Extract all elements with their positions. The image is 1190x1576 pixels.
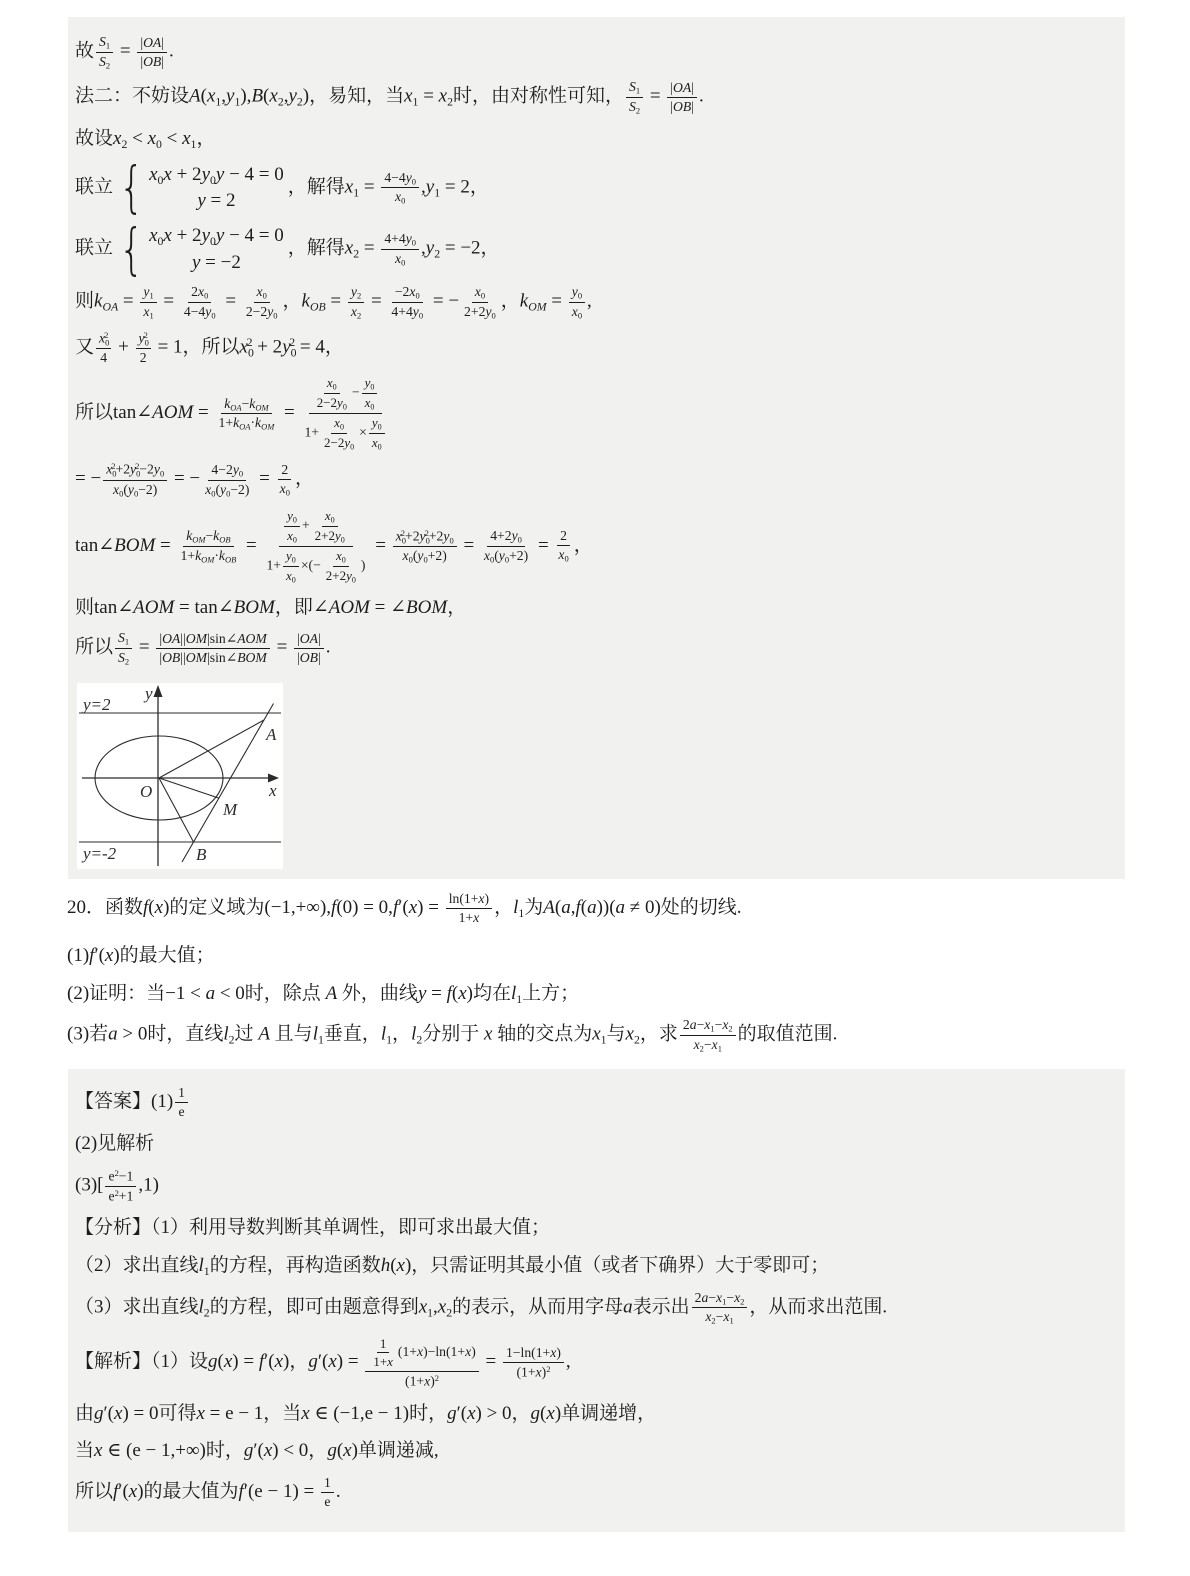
answer-line: (2)见解析 [75, 1133, 155, 1155]
figure-box [77, 683, 283, 869]
label-x-axis: x [269, 780, 277, 800]
question-20 [67, 891, 1130, 1054]
label-line-top: y=2 [83, 694, 111, 714]
method2-solution-panel [68, 17, 1125, 879]
label-origin: O [140, 781, 153, 801]
explanation-line: 当x ∈ (e − 1,+∞)时，g′(x) < 0，g(x)单调递减, [75, 1440, 439, 1462]
solution-line: 故设$x_2 < x_0 < x_1$， [75, 127, 216, 151]
analysis-lines [75, 1214, 1111, 1326]
ellipse-tangent-figure [77, 683, 283, 869]
analysis-line: 【分析】（1）利用导数判断其单调性，即可求出最大值； [75, 1217, 551, 1239]
solution-line: 法二：不妨设$A(x_1,y_1),B(x_2,y_2)$，易知，当$x_1 = x_2$时，由对称性可知， $\frac{S_1}{S_2}$ = $\frac{|OA|}{|OB|}$ . [75, 79, 704, 116]
solution-line: 所以 $\frac{S_1}{S_2}$ = $\frac{\text{|OA||OM|sin∠AOM}}{\text{|OB||OM|sin∠BOM}}$ = $\frac{|OA|}{|OB|}$ . [75, 630, 331, 667]
explanation-line: 【解析】（1）设g(x) = f′(x)，g′(x) = $\frac{1}{1+x}$ (1+x)−ln(1+x) $(1+x)^2$ = $\frac{1-\ln(1+x)}{(1+x)^2}$ , [75, 1336, 571, 1389]
label-y-axis: y [145, 683, 153, 703]
question-part-1: (1)f′(x)的最大值； [67, 945, 215, 967]
analysis-line: （3）求出直线$l_2$的方程，即可由题意得到$x_1,x_2$的表示，从而用字母a表示出 $\frac{2a-x_1-x_2}{x_2-x_1}$ ，从而求出范围. [75, 1289, 888, 1327]
solution-line: 联立 { $x_0x + 2y_0y - 4 = 0$ y = −2 ，解得$x_2$ = $\frac{4+4y_0}{x_0}$ $,y_2 = -2$， [75, 216, 500, 281]
question-part-2: (2)证明：当−1 < a < 0时，除点 A 外，曲线y = f(x)均在$l_1$上方； [67, 982, 580, 1006]
question-stem: 20．函数f(x)的定义域为(−1,+∞),f(0) = 0,f′(x) = $\frac{\ln(1+x)}{1+x}$ ，$l_1$为A(a,f(a))(a ≠ 0)处的切线. [67, 890, 742, 925]
solution-line: = − $\frac{x_0^2+2y_0^2-2y_0}{x_0(y_0-2)}$ = − $\frac{4-2y_0}{x_0(y_0-2)}$ = $\frac{2}{x_0}$ ， [75, 461, 314, 499]
answer-line: 【答案】(1) $\frac{1}{e}$ [75, 1085, 1111, 1120]
solution-line: 故 $\frac{S_1}{S_2}$ = $\frac{|OA|}{|OB|}$ . [75, 34, 174, 71]
y-axis-arrowhead [154, 685, 163, 697]
label-point-m: M [223, 799, 238, 819]
question-part-3: (3)若a > 0时，直线$l_2$过 A 且与$l_1$垂直，$l_1$，$l_2$分别于 x 轴的交点为$x_1$与$x_2$，求 $\frac{2a-x_1-x_2}{x_2-x_1}$ 的取值范围. [67, 1017, 838, 1054]
solution-line: 所以tan∠AOM = $\frac{k_{OA}-k_{OM}}{1+k_{OA}\cdot k_{OM}}$ = $\frac{x_0}{2-2y_0}$ − $\frac{y_0}{x_0}$ 1+ $\frac{x_0}{2-2y_0}$ × $\frac{y_0}{x_0}$ [75, 375, 1111, 452]
answer-lines [75, 1085, 1111, 1204]
tangent-line-amb [182, 703, 274, 862]
answer-analysis-panel [68, 1069, 1125, 1532]
label-point-b: B [196, 844, 207, 864]
explanation-line: 所以f′(x)的最大值为f′(e − 1) = $\frac{1}{e}$ . [75, 1474, 341, 1509]
solution-line: 又 $\frac{x_0^2}{4}$ + $\frac{y_0^2}{2}$ = 1，所以$x_0^2 + 2y_0^2 = 4$， [75, 329, 344, 366]
segment-oa [159, 720, 264, 778]
answer-line: (3)[ $\frac{e^2-1}{e^2+1}$ ,1) [75, 1167, 159, 1204]
label-point-a: A [266, 724, 277, 744]
solution-line: 联立 { $x_0x + 2y_0y - 4 = 0$ y = 2 ，解得$x_1$ = $\frac{4-4y_0}{x_0}$ $,y_1 = 2$， [75, 155, 489, 220]
label-line-bottom: y=-2 [83, 843, 117, 863]
solution-line: 则tan∠AOM = tan∠BOM，即∠AOM = ∠BOM， [75, 596, 467, 618]
solution-line: tan∠BOM = $\frac{k_{OM}-k_{OB}}{1+k_{OM}\cdot k_{OB}}$ = $\frac{y_0}{x_0}$ + $\frac{x_0}{2+2y_0}$ 1+ $\frac{y_0}{x_0}$ ×(− $\frac{x_0}{2+2y_0}$ ) = $\frac{x_0^2+2y_0^2+2y_0}{x_0(y_0+2)}$ = $\frac{4+2y_0}{x_0(y_0+2)}$ = $\frac{2}{x_0}$ ， [75, 507, 593, 585]
solution-line: 则$k_{OA}$ = $\frac{y_1}{x_1}$ = $\frac{2x_0}{4-4y_0}$ = $\frac{x_0}{2-2y_0}$ ，$k_{OB}$ = $\frac{y_2}{x_2}$ = $\frac{-2x_0}{4+4y_0}$ = − $\frac{x_0}{2+2y_0}$ ，$k_{OM}$ = $\frac{y_0}{x_0}$ , [75, 284, 592, 321]
analysis-line: （2）求出直线$l_1$的方程，再构造函数h(x)，只需证明其最小值（或者下确界）大于零即可； [75, 1254, 830, 1278]
explanation-line: 由g′(x) = 0可得x = e − 1，当x ∈ (−1,e − 1)时，g′(x) > 0，g(x)单调递增， [75, 1402, 657, 1424]
explanation-lines [75, 1336, 1111, 1510]
document-page [0, 17, 1190, 1576]
